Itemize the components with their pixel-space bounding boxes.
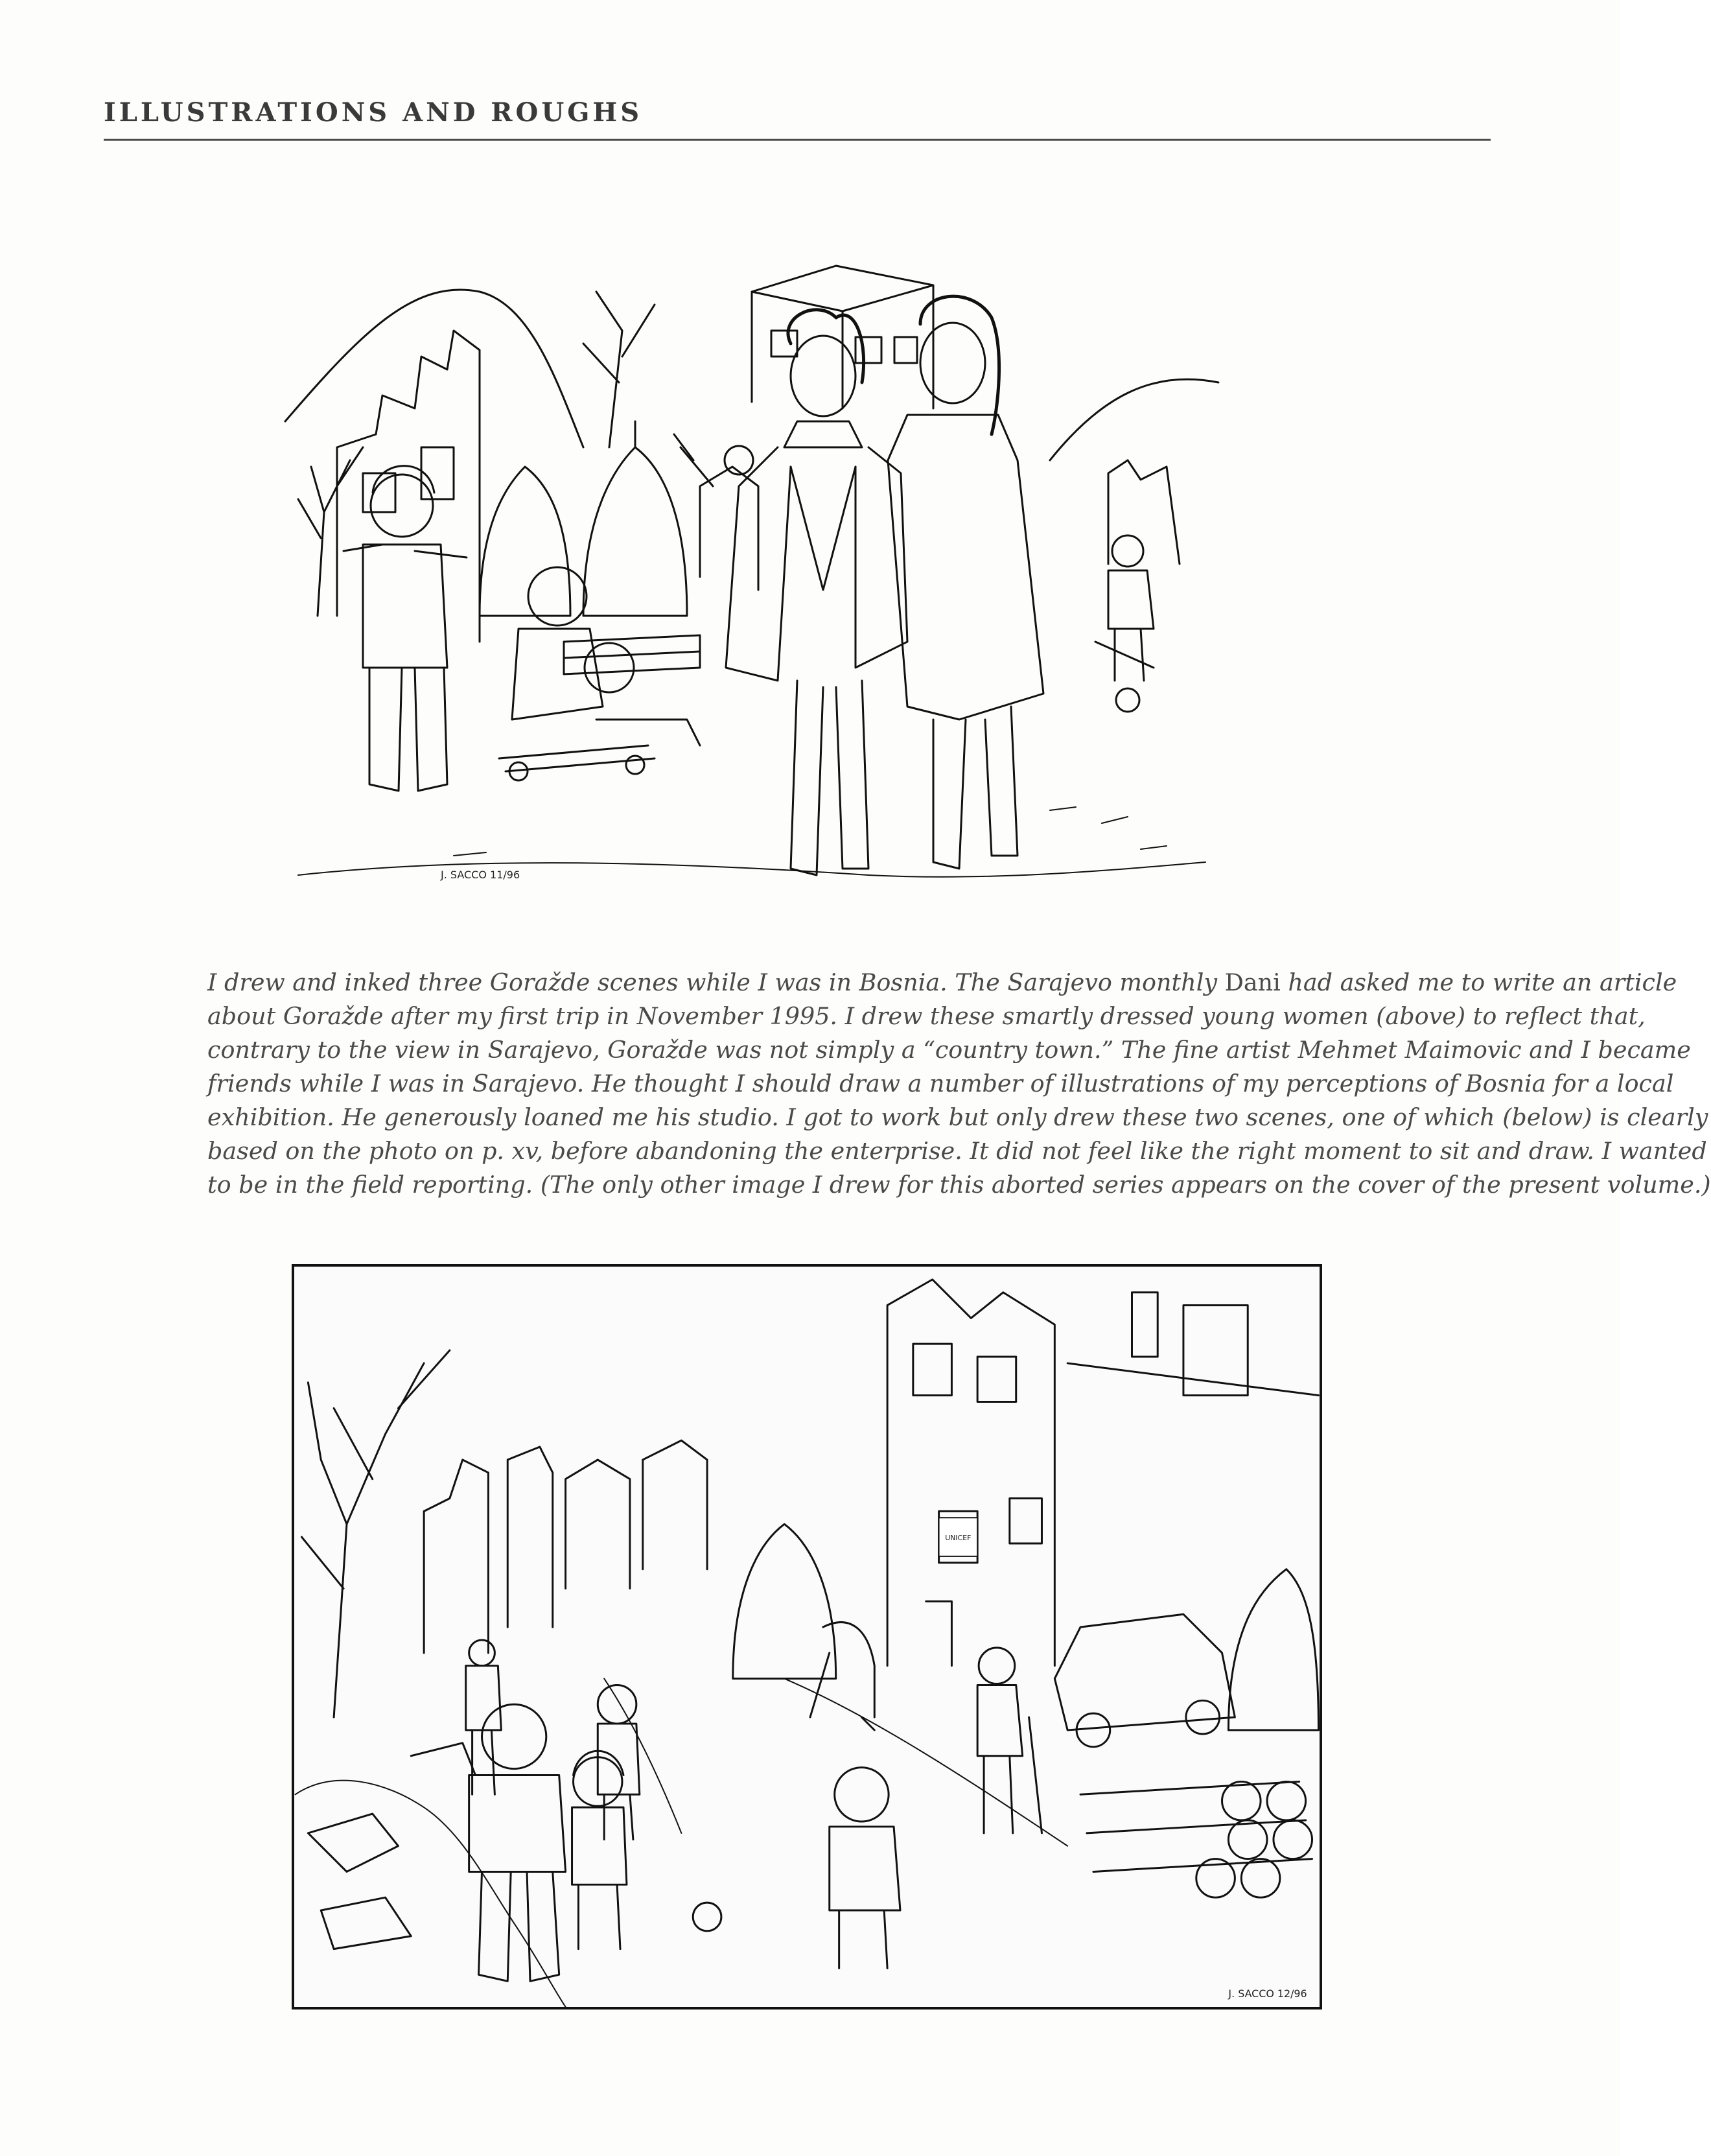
tree-mid — [583, 292, 655, 447]
log-pile — [1080, 1781, 1312, 1897]
woman-left — [726, 310, 907, 875]
haystack-2 — [583, 447, 687, 616]
man-with-crutch — [977, 1648, 1042, 1833]
header-rule — [104, 139, 1491, 141]
haystack — [733, 1524, 836, 1678]
woman-right — [888, 296, 1043, 869]
magazine-name: Dani — [1224, 968, 1281, 996]
ruins-back-left — [424, 1447, 553, 1653]
signature-top: J. SACCO 11/96 — [441, 869, 520, 881]
hill-left — [285, 290, 583, 447]
road — [604, 1679, 1067, 1846]
child-with-hat — [572, 1751, 627, 1949]
illustration-ruined-street — [294, 1267, 1320, 2007]
hill-right — [1050, 379, 1218, 460]
boy-standing — [363, 466, 447, 791]
ruin-left — [337, 331, 480, 642]
caption-line-1-part-a: I drew and inked three Goražde scenes while I was in Bosnia. The Sarajevo monthly — [207, 968, 1225, 996]
caption-line-1-part-b: had asked me to write an article — [1280, 968, 1677, 996]
ruined-house-right — [887, 1280, 1054, 1666]
signature-bottom: J. SACCO 12/96 — [1228, 1987, 1307, 2000]
child-right — [830, 1768, 900, 1969]
soldier — [466, 1640, 502, 1794]
unicef-sign-text: UNICEF — [945, 1534, 972, 1543]
woman-bent — [810, 1623, 874, 1730]
caption-paragraph — [207, 966, 1711, 1202]
unicef-sign — [939, 1517, 978, 1556]
tree-left — [298, 447, 363, 616]
illustration-women-walking — [285, 253, 1218, 940]
caption-line-4: friends while I was in Sarajevo. He thought I should draw a number of illustrations of my perceptions of Bosnia for a local — [207, 1070, 1674, 1097]
wrecked-car — [1054, 1614, 1235, 1730]
caption-line-1 — [207, 966, 1677, 1000]
ground — [298, 862, 1205, 877]
caption-line-6: based on the photo on p. xv, before abandoning the enterprise. It did not feel like the right moment to sit and draw. I wanted — [207, 1137, 1707, 1165]
woodcutter — [674, 434, 758, 590]
illustration-ruined-street-frame — [292, 1264, 1322, 2010]
caption-line-7: to be in the field reporting. (The only other image I drew for this aborted series appears on the cover of the present volume.) — [207, 1171, 1711, 1199]
child-grinning — [469, 1704, 566, 1981]
haystack-1 — [480, 467, 570, 616]
tree-left — [301, 1350, 449, 1717]
running-header: ILLUSTRATIONS AND ROUGHS — [104, 97, 643, 128]
caption-line-2: about Goražde after my first trip in November 1995. I drew these smartly dressed young women (above) to reflect that, — [207, 1002, 1646, 1030]
caption-line-5: exhibition. He generously loaned me his studio. I got to work but only drew these two scenes, one of which (below) is clearly — [207, 1103, 1708, 1131]
rubble — [308, 1743, 475, 1949]
haystack-right — [1228, 1569, 1318, 1730]
caption-line-3: contrary to the view in Sarajevo, Goražde was not simply a “country town.” The fine artist Mehmet Maimovic and I became — [207, 1036, 1691, 1064]
person-wheelbarrow — [1095, 535, 1154, 712]
ball — [693, 1903, 721, 1931]
boy-on-toy-car — [499, 567, 700, 780]
